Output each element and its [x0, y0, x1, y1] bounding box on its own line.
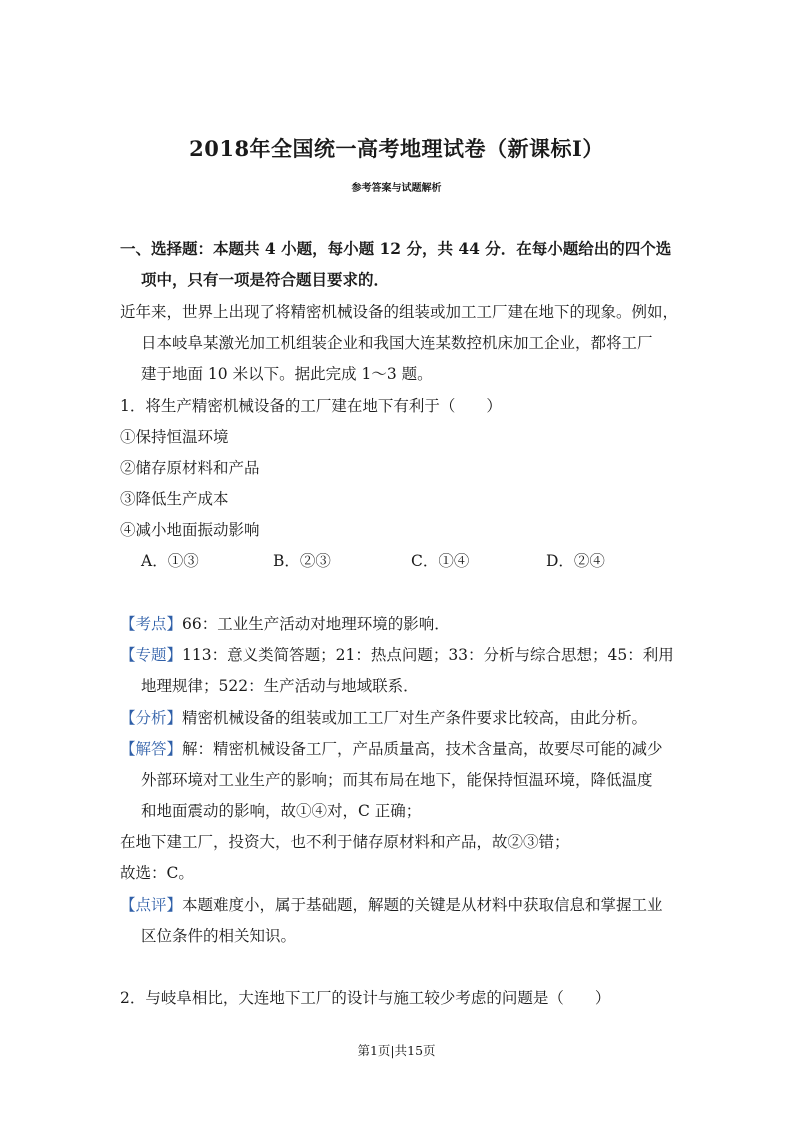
- zhuanti-text-1: 113：意义类简答题；21：热点问题；33：分析与综合思想；45：利用: [182, 646, 674, 664]
- section-heading-line-2: 项中，只有一项是符合题目要求的．: [141, 270, 390, 289]
- choice-b: B．②③: [273, 552, 331, 570]
- section-heading-line-1: 一、选择题：本题共 4 小题，每小题 12 分，共 44 分．在每小题给出的四个选: [120, 239, 672, 258]
- fenxi-line: [120, 706, 680, 728]
- choice-d: D．②④: [546, 552, 605, 570]
- jieda-line-1: [120, 737, 680, 759]
- kaodian-tag: 【考点】: [120, 615, 183, 633]
- jieda-tag: 【解答】: [120, 740, 183, 758]
- kaodian-line: [120, 612, 680, 634]
- zhuanti-tag: 【专题】: [120, 646, 183, 664]
- page-footer: 第1页|共15页: [357, 1043, 436, 1058]
- question-1-item-1: ①保持恒温环境: [120, 428, 229, 446]
- zhuanti-line-2: 地理规律；522：生产活动与地域联系．: [141, 677, 419, 695]
- jieda-line-2: 外部环境对工业生产的影响；而其布局在地下，能保持恒温环境，降低温度: [141, 771, 653, 789]
- page-subtitle: 参考答案与试题解析: [351, 183, 442, 194]
- jieda-line-5: 故选：C。: [120, 864, 194, 882]
- passage-line-2: 日本岐阜某激光加工机组装企业和我国大连某数控机床加工企业，都将工厂: [141, 334, 653, 352]
- jieda-line-3: 和地面震动的影响，故①④对，C 正确；: [141, 802, 422, 820]
- passage-line-3: 建于地面 10 米以下。据此完成 1～3 题。: [141, 365, 433, 383]
- dianping-tag: 【点评】: [120, 896, 183, 914]
- zhuanti-line-1: [120, 643, 680, 665]
- passage-line-1: 近年来，世界上出现了将精密机械设备的组装或加工工厂建在地下的现象。例如，: [120, 303, 679, 321]
- question-1-item-4: ④减小地面振动影响: [120, 521, 260, 539]
- question-2-stem: 2．与岐阜相比，大连地下工厂的设计与施工较少考虑的问题是（ ）: [120, 989, 611, 1007]
- jieda-line-4: 在地下建工厂，投资大，也不利于储存原材料和产品，故②③错；: [120, 833, 570, 851]
- choice-a: A．①③: [141, 552, 199, 570]
- question-1-stem: 1．将生产精密机械设备的工厂建在地下有利于（ ）: [120, 397, 502, 415]
- choice-c: C．①④: [411, 552, 470, 570]
- kaodian-text: 66：工业生产活动对地理环境的影响．: [182, 615, 450, 633]
- question-1-item-2: ②储存原材料和产品: [120, 459, 260, 477]
- fenxi-text: 精密机械设备的组装或加工工厂对生产条件要求比较高，由此分析。: [182, 709, 648, 727]
- fenxi-tag: 【分析】: [120, 709, 183, 727]
- question-1-item-3: ③降低生产成本: [120, 490, 229, 508]
- dianping-text-1: 本题难度小，属于基础题，解题的关键是从材料中获取信息和掌握工业: [182, 896, 663, 914]
- page-title: 2018年全国统一高考地理试卷（新课标I）: [189, 136, 604, 161]
- jieda-text-1: 解：精密机械设备工厂，产品质量高，技术含量高，故要尽可能的减少: [182, 740, 663, 758]
- dianping-line-1: [120, 893, 680, 915]
- dianping-line-2: 区位条件的相关知识。: [141, 927, 297, 945]
